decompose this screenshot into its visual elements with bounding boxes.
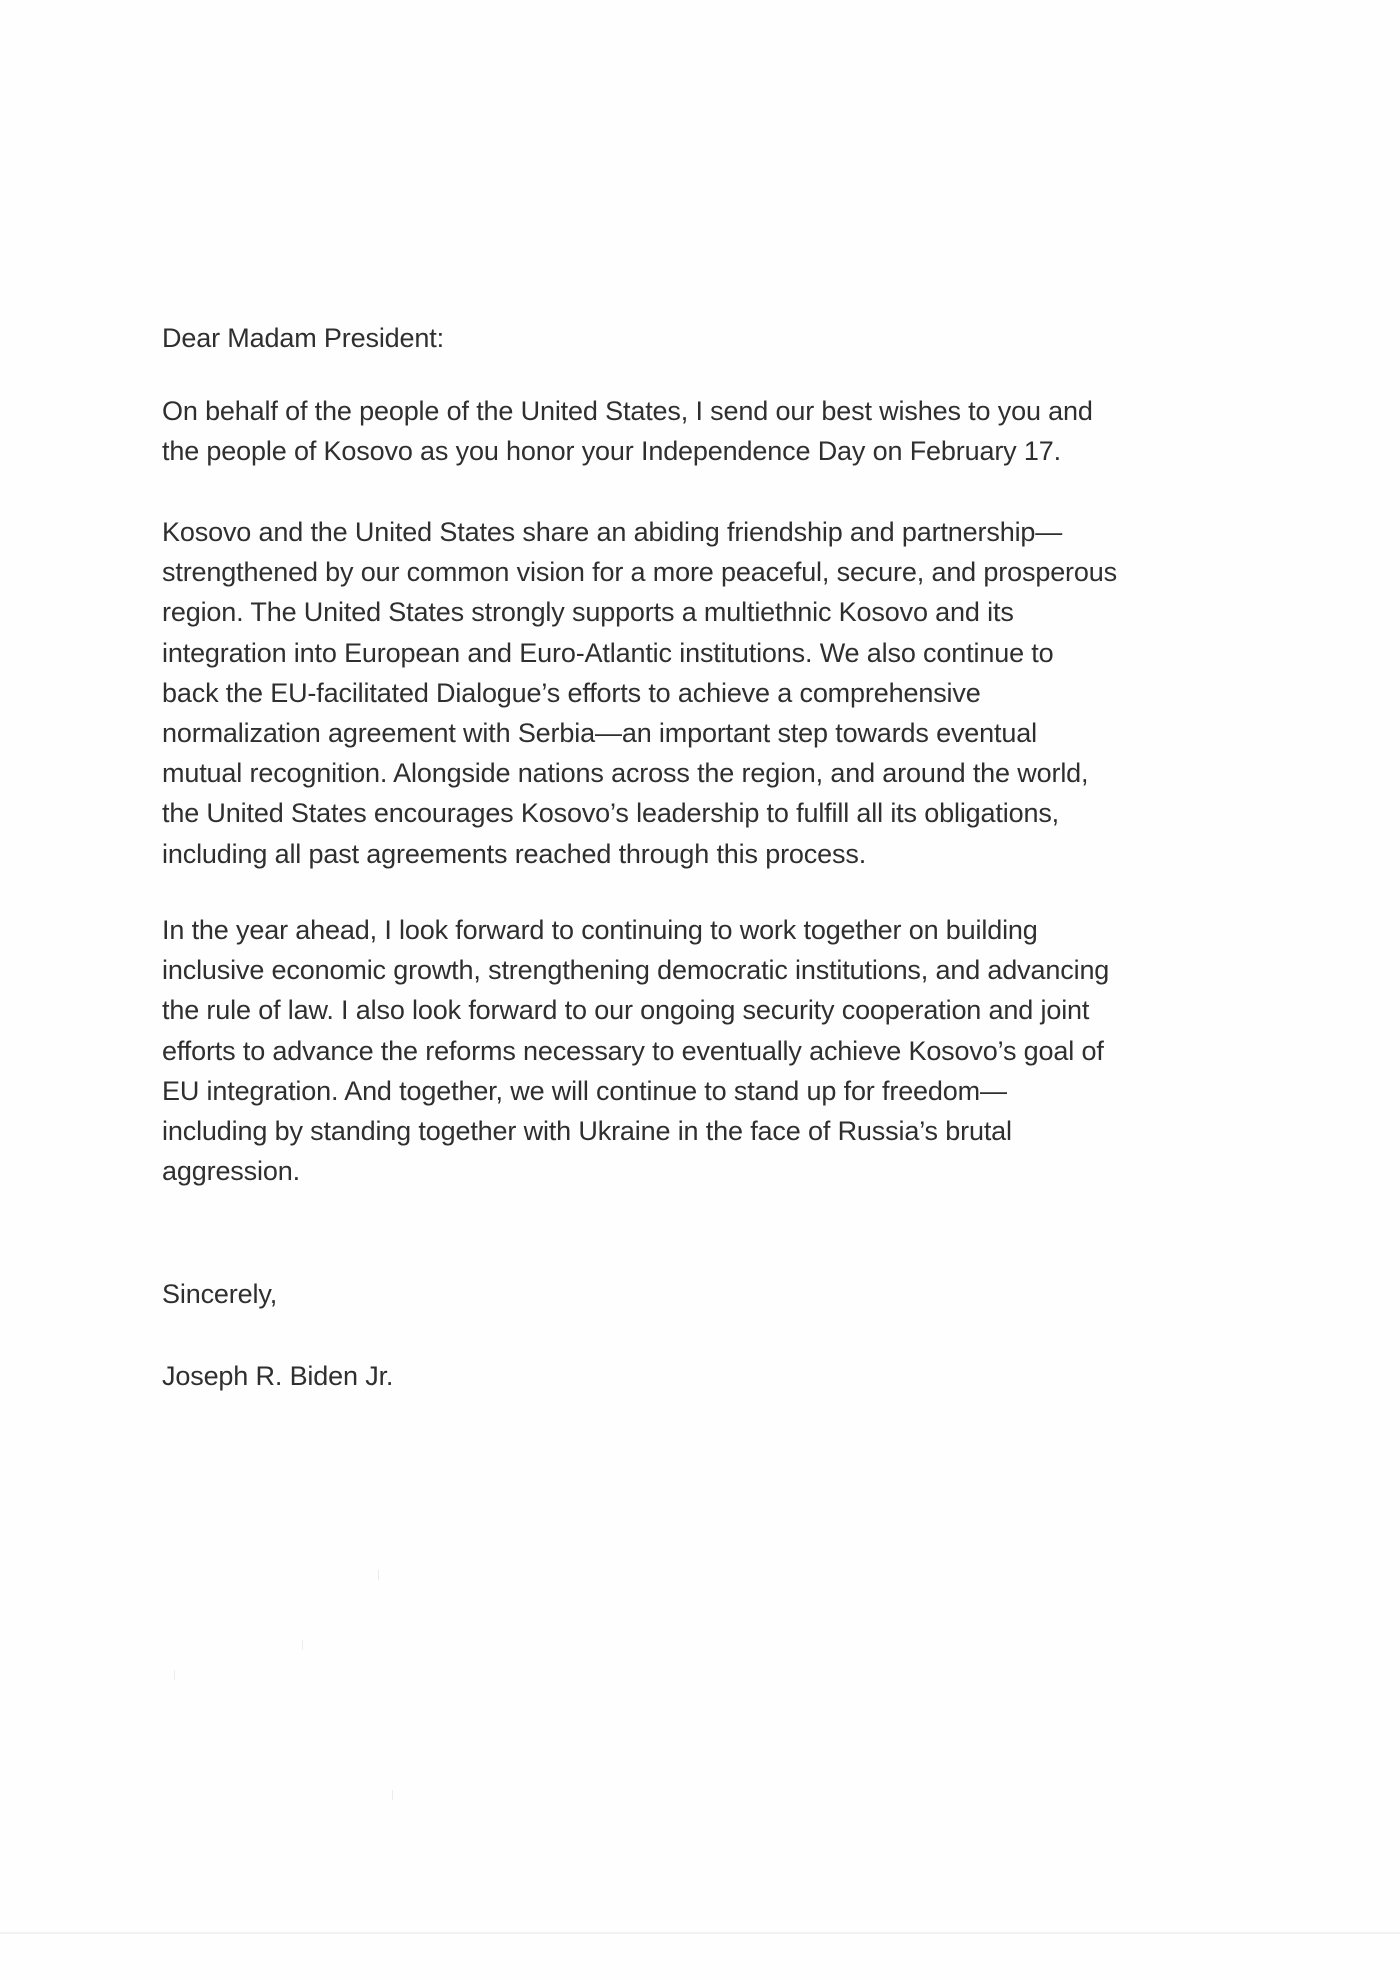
scan-speck [302,1640,303,1650]
paragraph-line: In the year ahead, I look forward to continuing to work together on building [162,915,1038,945]
scan-artifact-line [0,1932,1400,1934]
paragraph-line: the United States encourages Kosovo’s leadership to fulfill all its obligations, [162,798,1060,829]
paragraph-line: region. The United States strongly supports a multiethnic Kosovo and its [162,597,1014,628]
paragraph-line: strengthened by our common vision for a more peaceful, secure, and prosperous [162,557,1117,588]
paragraph-line: On behalf of the people of the United States, I send our best wishes to you and [162,396,1093,426]
paragraph-line: EU integration. And together, we will continue to stand up for freedom— [162,1075,1007,1106]
paragraph-line: aggression. [162,1156,300,1187]
scan-speck [392,1790,393,1800]
paragraph-line: including all past agreements reached through this process. [162,838,867,869]
paragraph-line: mutual recognition. Alongside nations across the region, and around the world, [162,758,1089,789]
paragraph-line: the rule of law. I also look forward to our ongoing security cooperation and joint [162,995,1090,1026]
scan-speck [378,1570,379,1580]
paragraph-line: integration into European and Euro-Atlantic institutions. We also continue to [162,637,1054,668]
paragraph-line: normalization agreement with Serbia—an important step towards eventual [162,718,1037,748]
paragraph-line: efforts to advance the reforms necessary to eventually achieve Kosovo’s goal of [162,1035,1104,1066]
paragraph-line: Kosovo and the United States share an abiding friendship and partnership— [162,517,1063,547]
paragraph-line: back the EU-facilitated Dialogue’s efforts to achieve a comprehensive [162,677,981,708]
scan-speck [174,1670,175,1680]
signature: Joseph R. Biden Jr. [162,1361,394,1391]
paragraph-line: the people of Kosovo as you honor your Independence Day on February 17. [162,436,1061,467]
paragraph-line: inclusive economic growth, strengthening democratic institutions, and advancing [162,955,1110,986]
paragraph-line: including by standing together with Ukraine in the face of Russia’s brutal [162,1116,1012,1146]
salutation: Dear Madam President: [162,323,444,353]
closing: Sincerely, [162,1279,278,1309]
